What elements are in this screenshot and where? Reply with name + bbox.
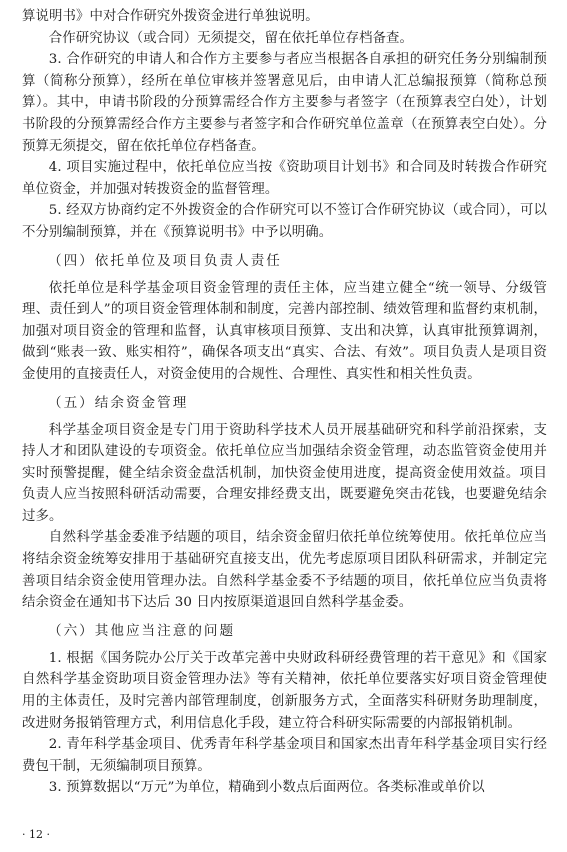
paragraph-responsibilities: 依托单位是科学基金项目资金管理的责任主体，应当建立健全“统一领导、分级管理、责任到人”的项目资金管理体制和制度，完善内部控制、绩效管理和监督约束机制，加强对项目资金的管理和监督，认真审核项目预算、支出和决算，认真审批预算调剂，做到“账表一致、账实相符”，确保各项支出“真实、合法、有效”。项目负责人是项目资金使用的直接责任人，对资金使用的合规性、合理性、真实性和相关性负责。 xyxy=(22,280,547,382)
paragraph-surplus-funds-1: 科学基金项目资金是专门用于资助科学技术人员开展基础研究和科学前沿探索，支持人才和团队建设的专项资金。依托单位应当加强结余资金管理，动态监管资金使用并实时预警提醒，健全结余资金盘活机制，加快资金使用进度，提高资金使用效益。项目负责人应当按照科研活动需要，合理安排经费支出，既要避免突击花钱，也要避免结余过多。 xyxy=(22,422,547,524)
paragraph-other-issues-3: 3. 预算数据以“万元”为单位，精确到小数点后面两位。各类标准或单价以 xyxy=(48,780,485,796)
paragraph-surplus-funds-2: 自然科学基金委准予结题的项目，结余资金留归依托单位统筹使用。依托单位应当将结余资金统筹安排用于基础研究直接支出，优先考虑原项目团队科研需求，并制定完善项目结余资金使用管理办法。自然科学基金委不予结题的项目，依托单位应当负责将结余资金在通知书下达后 30 日内按原渠道退回自然科学基金委。 xyxy=(22,530,547,611)
section-heading-responsibilities: （四）依托单位及项目负责人责任 xyxy=(48,252,282,269)
paragraph-item-3-sub-budget: 3. 合作研究的申请人和合作方主要参与者应当根据各自承担的研究任务分别编制预算（简称分预算），经所在单位审核并签署意见后，由申请人汇总编报预算（简称总预算）。其中，申请书阶段的分预算需经合作方主要参与者签字（在预算表空白处），计划书阶段的分预算需经合作方主要参与者签字和合作研究单位盖章（在预算表空白处）。分预算无须提交，留在依托单位存档备查。 xyxy=(22,52,547,154)
paragraph-other-issues-2: 2. 青年科学基金项目、优秀青年科学基金项目和国家杰出青年科学基金项目实行经费包干制，无须编制项目预算。 xyxy=(22,737,547,774)
paragraph-other-issues-1: 1. 根据《国务院办公厅关于改革完善中央财政科研经费管理的若干意见》和《国家自然科学基金资助项目资金管理办法》等有关精神，依托单位要落实好项目资金管理使用的主体责任，及时完善内部管理制度，创新服务方式，全面落实科研财务助理制度，改进财务报销管理方式，利用信息化手段，建立符合科研实际需要的内部报销机制。 xyxy=(22,650,547,731)
paragraph-cooperation-agreement: 合作研究协议（或合同）无须提交，留在依托单位存档备查。 xyxy=(48,30,414,46)
paragraph-continuation: 算说明书》中对合作研究外拨资金进行单独说明。 xyxy=(22,9,319,24)
page-number: · 12 · xyxy=(22,828,50,841)
section-heading-surplus-funds: （五）结余资金管理 xyxy=(48,394,189,411)
paragraph-item-4-transfer-funds: 4. 项目实施过程中，依托单位应当按《资助项目计划书》和合同及时转拨合作研究单位资金，并加强对转拨资金的监督管理。 xyxy=(22,160,547,197)
paragraph-item-5-no-transfer: 5. 经双方协商约定不外拨资金的合作研究可以不签订合作研究协议（或合同），可以不分别编制预算，并在《预算说明书》中予以明确。 xyxy=(22,203,547,240)
section-heading-other-issues: （六）其他应当注意的问题 xyxy=(48,622,236,639)
document-body xyxy=(22,6,547,799)
